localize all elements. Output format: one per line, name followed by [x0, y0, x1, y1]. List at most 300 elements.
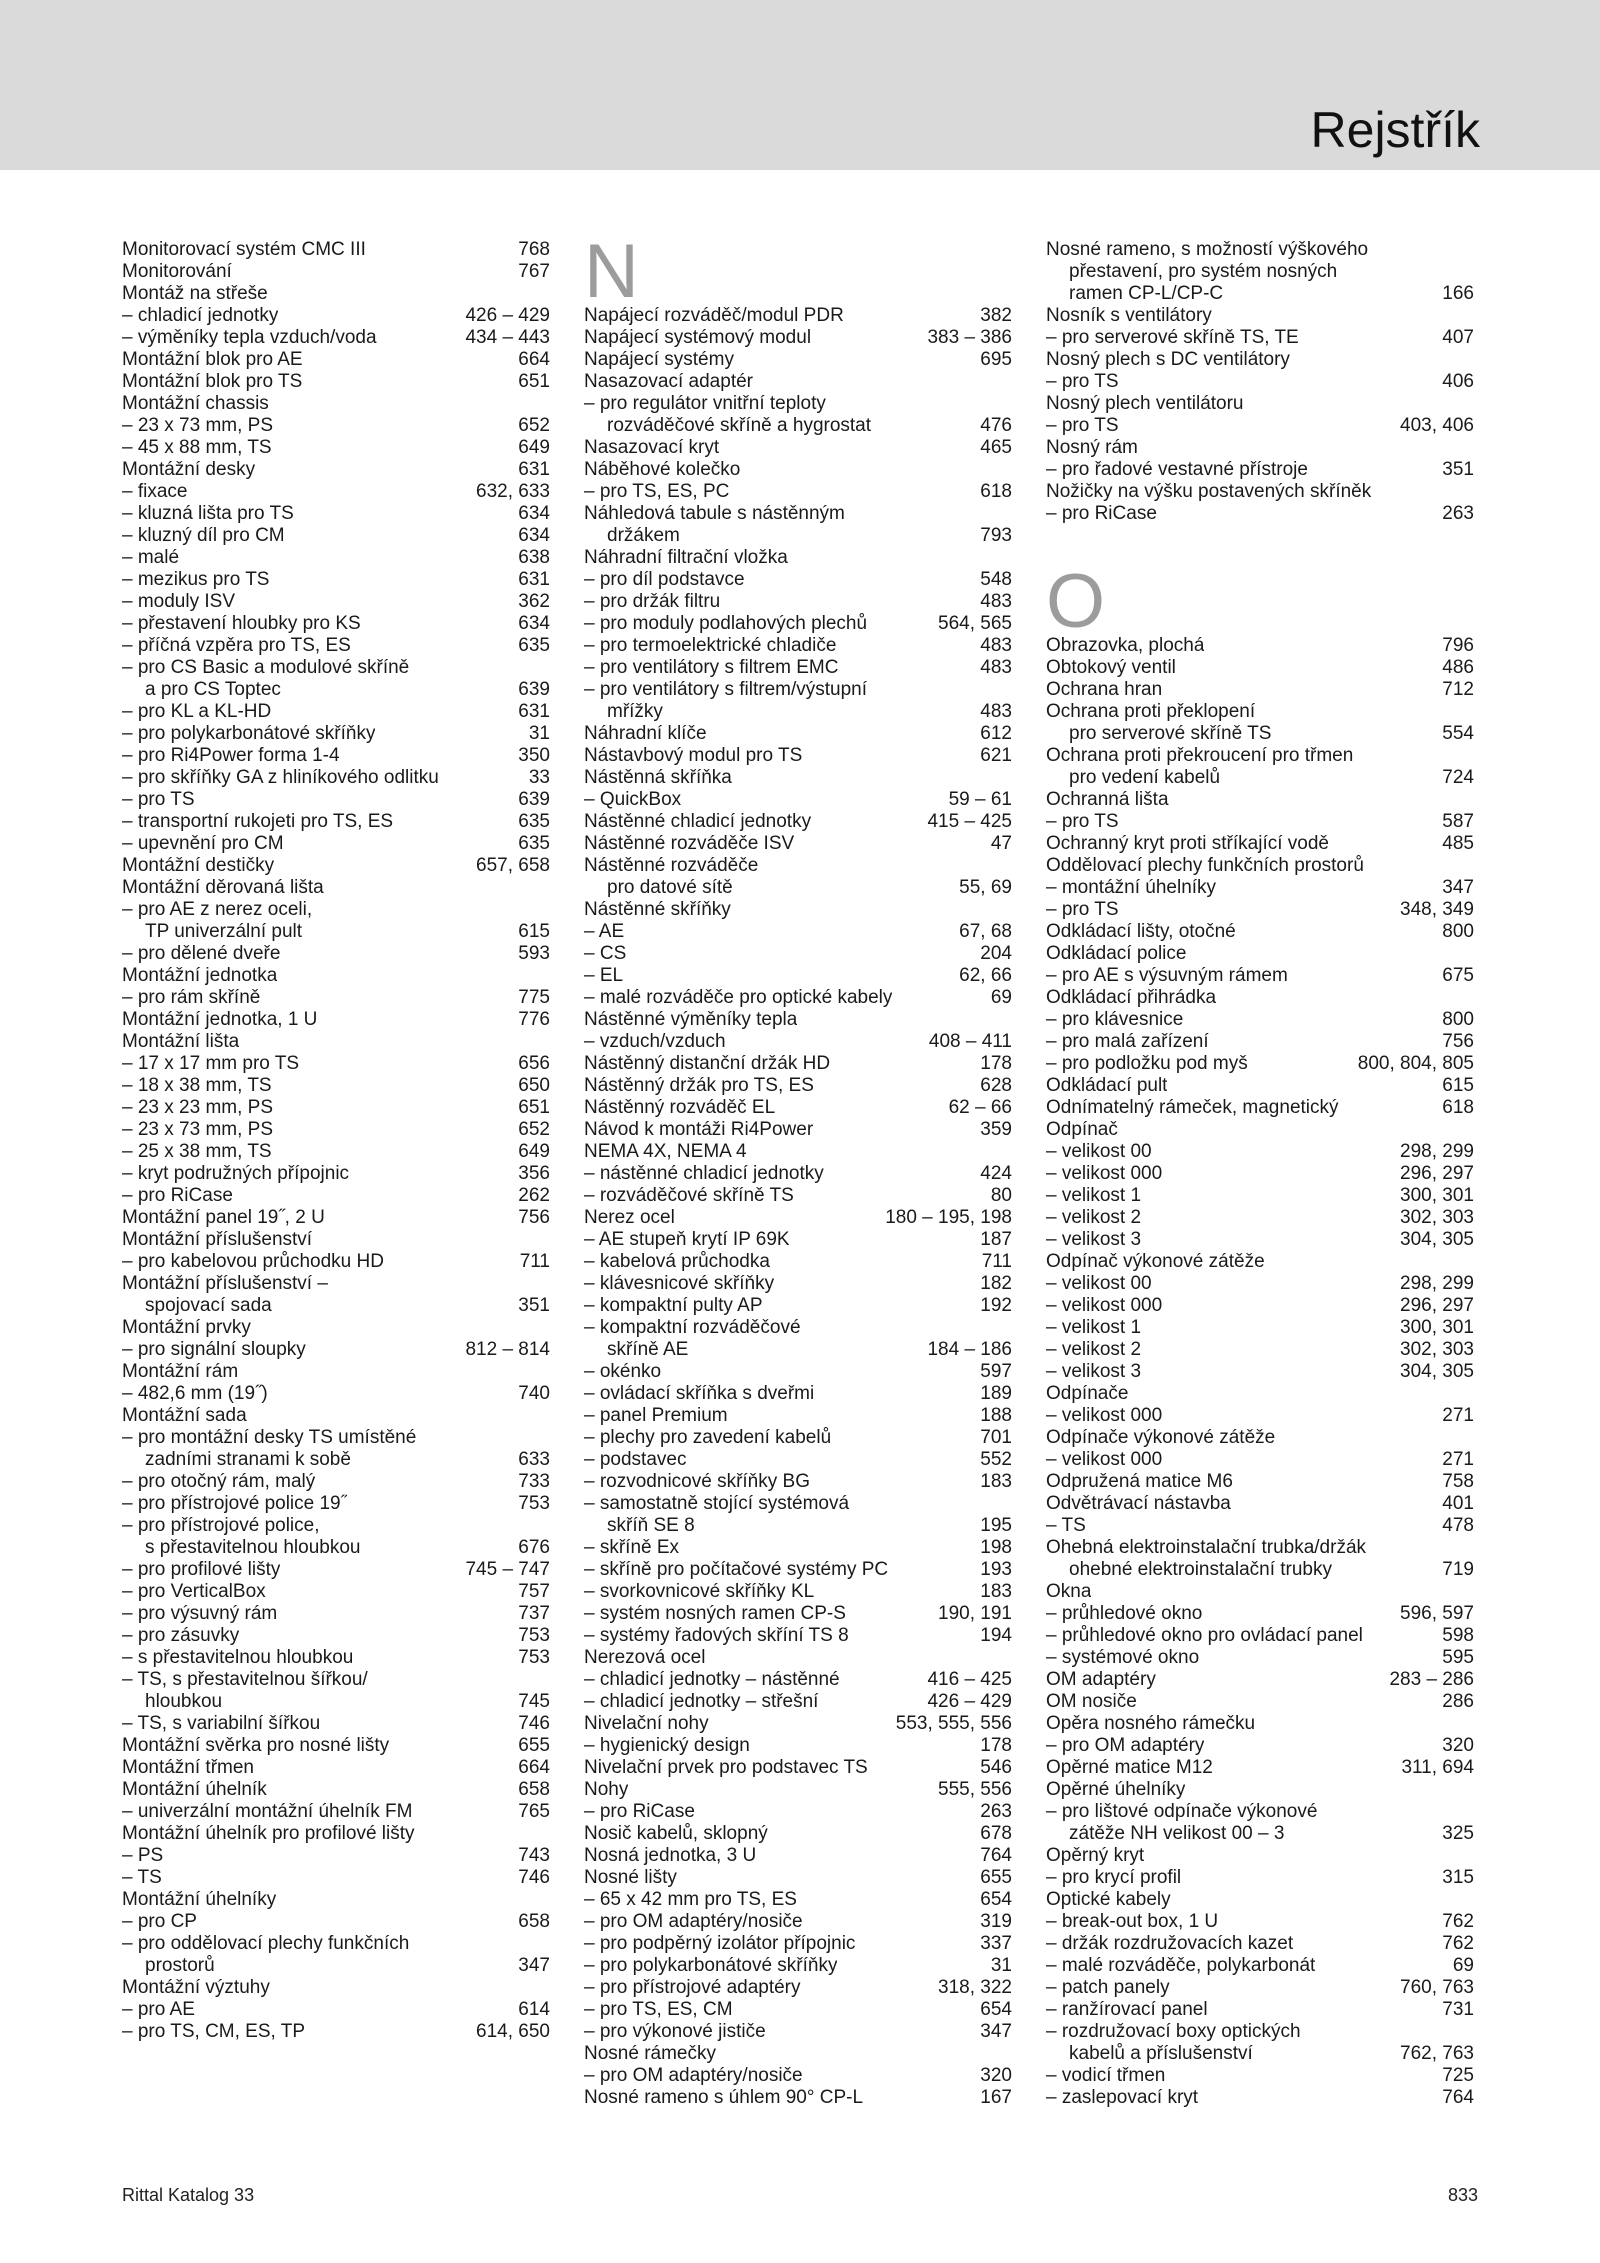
entry-term: – TS	[1046, 1515, 1086, 1536]
entry-term: Opěrné úhelníky	[1046, 1779, 1186, 1800]
entry-page-ref: 764	[980, 1845, 1012, 1866]
entry-page-ref: 178	[980, 1053, 1012, 1074]
entry-page-ref: 67, 68	[959, 921, 1012, 942]
index-entry	[122, 459, 550, 481]
index-entry	[584, 987, 1012, 1009]
entry-term: – pro AE z nerez oceli,	[122, 899, 313, 920]
entry-page-ref: 320	[980, 2065, 1012, 2086]
entry-term: – pro otočný rám, malý	[122, 1471, 316, 1492]
index-entry	[584, 789, 1012, 811]
index-entry	[1046, 239, 1474, 261]
entry-page-ref: 304, 305	[1400, 1229, 1474, 1250]
entry-term: – malé rozváděče pro optické kabely	[584, 987, 893, 1008]
index-entry	[584, 547, 1012, 569]
index-entry	[122, 283, 550, 305]
entry-term: – TS, s variabilní šířkou	[122, 1713, 321, 1734]
entry-term: – PS	[122, 1845, 164, 1866]
index-entry	[122, 305, 550, 327]
entry-page-ref: 753	[518, 1647, 550, 1668]
index-entry	[1046, 1053, 1474, 1075]
index-entry	[122, 1867, 550, 1889]
entry-term: Montáž na střeše	[122, 283, 268, 304]
entry-term: pro serverové skříně TS	[1069, 723, 1272, 744]
entry-term: pro vedení kabelů	[1069, 767, 1221, 788]
index-entry	[122, 393, 550, 415]
index-entry	[122, 481, 550, 503]
entry-term: – pro termoelektrické chladiče	[584, 635, 837, 656]
index-entry	[1046, 1867, 1474, 1889]
entry-term: – malé	[122, 547, 180, 568]
entry-term: – kompaktní pulty AP	[584, 1295, 763, 1316]
index-entry	[584, 635, 1012, 657]
index-entry	[122, 1625, 550, 1647]
index-entry	[122, 943, 550, 965]
entry-page-ref: 796	[1442, 635, 1474, 656]
index-entry	[1046, 1669, 1474, 1691]
entry-page-ref: 635	[518, 811, 550, 832]
entry-term: – velikost 00	[1046, 1141, 1152, 1162]
entry-page-ref: 356	[518, 1163, 550, 1184]
entry-page-ref: 416 – 425	[927, 1669, 1012, 1690]
entry-term: – pro TS	[1046, 415, 1119, 436]
entry-term: – pro TS	[1046, 371, 1119, 392]
entry-term: – okénko	[584, 1361, 662, 1382]
entry-term: – pro Ri4Power forma 1-4	[122, 745, 340, 766]
index-entry	[1046, 1163, 1474, 1185]
entry-term: – moduly ISV	[122, 591, 235, 612]
entry-term: ohebné elektroinstalační trubky	[1069, 1559, 1332, 1580]
index-entry	[1046, 1581, 1474, 1603]
entry-page-ref: 325	[1442, 1823, 1474, 1844]
index-entry	[1046, 1339, 1474, 1361]
entry-page-ref: 300, 301	[1400, 1185, 1474, 1206]
index-entry	[122, 1955, 550, 1977]
entry-page-ref: 476	[980, 415, 1012, 436]
index-entry	[122, 1999, 550, 2021]
entry-term: – velikost 3	[1046, 1229, 1142, 1250]
entry-page-ref: 762, 763	[1400, 2043, 1474, 2064]
index-entry	[1046, 1603, 1474, 1625]
index-entry	[122, 767, 550, 789]
entry-term: prostorů	[145, 1955, 215, 1976]
entry-term: – pro serverové skříně TS, TE	[1046, 327, 1299, 348]
entry-term: – kabelová průchodka	[584, 1251, 770, 1272]
entry-page-ref: 204	[980, 943, 1012, 964]
index-entry	[122, 503, 550, 525]
entry-term: – pro VerticalBox	[122, 1581, 266, 1602]
entry-term: Montážní prvky	[122, 1317, 251, 1338]
index-entry	[584, 1735, 1012, 1757]
entry-page-ref: 383 – 386	[927, 327, 1012, 348]
entry-page-ref: 634	[518, 525, 550, 546]
entry-term: Nosný plech s DC ventilátory	[1046, 349, 1290, 370]
section-letter: O	[1046, 559, 1106, 644]
index-entry	[584, 1339, 1012, 1361]
entry-page-ref: 676	[518, 1537, 550, 1558]
entry-page-ref: 758	[1442, 1471, 1474, 1492]
index-entry	[584, 1075, 1012, 1097]
entry-term: – průhledové okno pro ovládací panel	[1046, 1625, 1363, 1646]
index-entry	[584, 1603, 1012, 1625]
entry-page-ref: 724	[1442, 767, 1474, 788]
index-entry	[122, 1207, 550, 1229]
index-entry	[122, 723, 550, 745]
entry-term: Nohy	[584, 1779, 629, 1800]
section-spacer	[1046, 525, 1474, 569]
entry-term: – velikost 1	[1046, 1185, 1142, 1206]
index-entry	[584, 1207, 1012, 1229]
entry-term: – pro výsuvný rám	[122, 1603, 278, 1624]
entry-page-ref: 415 – 425	[927, 811, 1012, 832]
entry-term: Ochrana proti překroucení pro třmen	[1046, 745, 1354, 766]
index-entry	[584, 2021, 1012, 2043]
entry-term: – chladicí jednotky – nástěnné	[584, 1669, 840, 1690]
index-entry	[122, 1009, 550, 1031]
index-entry	[1046, 1009, 1474, 1031]
index-entry	[122, 591, 550, 613]
entry-term: Montážní blok pro AE	[122, 349, 303, 370]
entry-term: NEMA 4X, NEMA 4	[584, 1141, 747, 1162]
entry-term: – 17 x 17 mm pro TS	[122, 1053, 300, 1074]
entry-term: Nástěnná skříňka	[584, 767, 732, 788]
index-entry	[584, 965, 1012, 987]
index-entry	[122, 1911, 550, 1933]
entry-term: hloubkou	[145, 1691, 223, 1712]
entry-term: – vodicí třmen	[1046, 2065, 1166, 2086]
entry-term: – vzduch/vzduch	[584, 1031, 726, 1052]
entry-term: – pro RiCase	[122, 1185, 233, 1206]
index-entry	[122, 877, 550, 899]
index-entry	[584, 613, 1012, 635]
entry-term: Montážní blok pro TS	[122, 371, 303, 392]
entry-term: s přestavitelnou hloubkou	[145, 1537, 361, 1558]
entry-term: – s přestavitelnou hloubkou	[122, 1647, 354, 1668]
entry-term: Nosné rámečky	[584, 2043, 716, 2064]
index-entry	[584, 415, 1012, 437]
entry-term: Montážní jednotka, 1 U	[122, 1009, 318, 1030]
entry-term: – pro lištové odpínače výkonové	[1046, 1801, 1318, 1822]
entry-page-ref: 554	[1442, 723, 1474, 744]
index-entry	[122, 1757, 550, 1779]
entry-page-ref: 486	[1442, 657, 1474, 678]
entry-page-ref: 655	[980, 1867, 1012, 1888]
entry-page-ref: 767	[518, 261, 550, 282]
entry-page-ref: 628	[980, 1075, 1012, 1096]
index-entry	[584, 1185, 1012, 1207]
entry-term: – pro KL a KL-HD	[122, 701, 272, 722]
entry-page-ref: 304, 305	[1400, 1361, 1474, 1382]
index-column-2	[584, 229, 1012, 2109]
entry-page-ref: 675	[1442, 965, 1474, 986]
index-entry	[584, 657, 1012, 679]
entry-page-ref: 483	[980, 657, 1012, 678]
index-entry	[1046, 701, 1474, 723]
entry-page-ref: 596, 597	[1400, 1603, 1474, 1624]
entry-term: zadními stranami k sobě	[145, 1449, 351, 1470]
entry-term: – CS	[584, 943, 627, 964]
index-entry	[122, 1273, 550, 1295]
index-entry	[1046, 1185, 1474, 1207]
entry-page-ref: 166	[1442, 283, 1474, 304]
entry-page-ref: 632, 633	[476, 481, 550, 502]
index-entry	[122, 1801, 550, 1823]
index-column-1	[122, 239, 550, 2043]
entry-term: – pro podložku pod myš	[1046, 1053, 1248, 1074]
index-entry	[122, 1449, 550, 1471]
entry-page-ref: 631	[518, 459, 550, 480]
entry-term: – AE stupeň krytí IP 69K	[584, 1229, 790, 1250]
entry-term: OM adaptéry	[1046, 1669, 1156, 1690]
index-entry	[1046, 811, 1474, 833]
entry-term: Odkládací lišty, otočné	[1046, 921, 1236, 942]
index-entry	[584, 503, 1012, 525]
index-entry	[584, 1273, 1012, 1295]
index-entry	[1046, 635, 1474, 657]
index-entry	[584, 371, 1012, 393]
index-entry	[122, 349, 550, 371]
entry-page-ref: 300, 301	[1400, 1317, 1474, 1338]
entry-page-ref: 485	[1442, 833, 1474, 854]
index-entry	[584, 1471, 1012, 1493]
entry-term: – pro krycí profil	[1046, 1867, 1182, 1888]
entry-page-ref: 746	[518, 1867, 550, 1888]
index-entry	[122, 965, 550, 987]
index-column-3	[1046, 239, 1474, 2109]
entry-term: Monitorování	[122, 261, 232, 282]
entry-term: Nosný plech ventilátoru	[1046, 393, 1244, 414]
entry-term: – pro CP	[122, 1911, 197, 1932]
entry-page-ref: 657, 658	[476, 855, 550, 876]
entry-term: – pro dělené dveře	[122, 943, 281, 964]
entry-term: Odpružená matice M6	[1046, 1471, 1233, 1492]
index-entry	[1046, 1361, 1474, 1383]
entry-page-ref: 283 – 286	[1389, 1669, 1474, 1690]
entry-page-ref: 651	[518, 1097, 550, 1118]
entry-page-ref: 745	[518, 1691, 550, 1712]
index-entry	[1046, 833, 1474, 855]
entry-term: – rozváděčové skříně TS	[584, 1185, 794, 1206]
index-entry	[1046, 371, 1474, 393]
entry-page-ref: 753	[518, 1625, 550, 1646]
entry-page-ref: 183	[980, 1471, 1012, 1492]
entry-page-ref: 188	[980, 1405, 1012, 1426]
index-entry	[584, 1867, 1012, 1889]
entry-term: – pro přístrojové adaptéry	[584, 1977, 801, 1998]
entry-term: Montážní sada	[122, 1405, 247, 1426]
index-entry	[584, 437, 1012, 459]
entry-term: – svorkovnicové skříňky KL	[584, 1581, 815, 1602]
entry-term: Nástěnné rozváděče	[584, 855, 759, 876]
entry-term: – pro ventilátory s filtrem EMC	[584, 657, 839, 678]
entry-term: Montážní výztuhy	[122, 1977, 270, 1998]
entry-term: Odkládací police	[1046, 943, 1187, 964]
entry-page-ref: 478	[1442, 1515, 1474, 1536]
entry-page-ref: 483	[980, 635, 1012, 656]
index-entry	[1046, 305, 1474, 327]
index-entry	[1046, 1273, 1474, 1295]
entry-term: – pro OM adaptéry/nosiče	[584, 2065, 803, 2086]
index-entry	[1046, 1295, 1474, 1317]
entry-page-ref: 62 – 66	[948, 1097, 1012, 1118]
entry-term: – pro TS	[1046, 899, 1119, 920]
entry-page-ref: 633	[518, 1449, 550, 1470]
entry-term: – QuickBox	[584, 789, 682, 810]
index-entry	[122, 1185, 550, 1207]
entry-page-ref: 465	[980, 437, 1012, 458]
entry-term: – přestavení hloubky pro KS	[122, 613, 361, 634]
entry-term: – pro podpěrný izolátor přípojnic	[584, 1933, 856, 1954]
index-entry	[1046, 1097, 1474, 1119]
index-entry	[584, 745, 1012, 767]
index-entry	[122, 1933, 550, 1955]
entry-term: – pro montážní desky TS umístěné	[122, 1427, 417, 1448]
entry-term: – kompaktní rozváděčové	[584, 1317, 801, 1338]
index-entry	[1046, 877, 1474, 899]
entry-term: – pro RiCase	[1046, 503, 1157, 524]
index-entry	[1046, 1493, 1474, 1515]
entry-page-ref: 593	[518, 943, 550, 964]
entry-term: – velikost 000	[1046, 1163, 1163, 1184]
entry-term: – pro řadové vestavné přístroje	[1046, 459, 1308, 480]
index-entry	[584, 1493, 1012, 1515]
entry-page-ref: 319	[980, 1911, 1012, 1932]
index-entry	[584, 1889, 1012, 1911]
index-entry	[122, 1471, 550, 1493]
entry-page-ref: 753	[518, 1493, 550, 1514]
entry-page-ref: 775	[518, 987, 550, 1008]
index-entry	[1046, 2087, 1474, 2109]
entry-term: skříň SE 8	[607, 1515, 695, 1536]
entry-term: – pro držák filtru	[584, 591, 721, 612]
index-entry	[122, 1405, 550, 1427]
entry-page-ref: 776	[518, 1009, 550, 1030]
entry-term: Nosník s ventilátory	[1046, 305, 1212, 326]
entry-term: Montážní destičky	[122, 855, 275, 876]
entry-term: Opěra nosného rámečku	[1046, 1713, 1256, 1734]
entry-page-ref: 649	[518, 437, 550, 458]
index-entry	[1046, 327, 1474, 349]
index-entry	[122, 1053, 550, 1075]
entry-page-ref: 434 – 443	[465, 327, 550, 348]
index-entry	[584, 855, 1012, 877]
index-entry	[584, 393, 1012, 415]
index-entry	[1046, 723, 1474, 745]
entry-term: Odpínač výkonové zátěže	[1046, 1251, 1265, 1272]
entry-page-ref: 614, 650	[476, 2021, 550, 2042]
entry-term: – velikost 2	[1046, 1339, 1142, 1360]
entry-term: – držák rozdružovacích kazet	[1046, 1933, 1294, 1954]
entry-term: – výměníky tepla vzduch/voda	[122, 327, 377, 348]
entry-term: Obrazovka, plochá	[1046, 635, 1205, 656]
entry-term: – pro přístrojové police,	[122, 1515, 320, 1536]
entry-term: Montážní jednotka	[122, 965, 278, 986]
entry-page-ref: 408 – 411	[928, 1031, 1012, 1052]
entry-term: – 23 x 23 mm, PS	[122, 1097, 274, 1118]
entry-term: – 45 x 88 mm, TS	[122, 437, 272, 458]
entry-page-ref: 711	[981, 1251, 1012, 1272]
entry-page-ref: 483	[980, 591, 1012, 612]
entry-page-ref: 406	[1442, 371, 1474, 392]
entry-term: – 25 x 38 mm, TS	[122, 1141, 272, 1162]
entry-term: Odkládací pult	[1046, 1075, 1168, 1096]
entry-term: – pro rám skříně	[122, 987, 261, 1008]
entry-page-ref: 178	[980, 1735, 1012, 1756]
entry-term: Montážní příslušenství –	[122, 1273, 328, 1294]
entry-term: – klávesnicové skříňky	[584, 1273, 775, 1294]
index-entry	[122, 569, 550, 591]
entry-page-ref: 47	[990, 833, 1012, 854]
index-entry	[1046, 1933, 1474, 1955]
entry-page-ref: 612	[980, 723, 1012, 744]
entry-term: – AE	[584, 921, 625, 942]
index-entry	[122, 855, 550, 877]
entry-term: – pro přístrojové police 19˝	[122, 1493, 347, 1514]
entry-page-ref: 362	[518, 591, 550, 612]
index-entry	[1046, 1449, 1474, 1471]
entry-term: – samostatně stojící systémová	[584, 1493, 850, 1514]
entry-term: – skříně pro počítačové systémy PC	[584, 1559, 889, 1580]
entry-term: Odpínače	[1046, 1383, 1129, 1404]
entry-term: – 482,6 mm (19˝)	[122, 1383, 268, 1404]
entry-page-ref: 271	[1442, 1449, 1474, 1470]
entry-page-ref: 635	[518, 833, 550, 854]
entry-term: TP univerzální pult	[145, 921, 303, 942]
index-entry	[584, 1295, 1012, 1317]
entry-page-ref: 555, 556	[938, 1779, 1012, 1800]
index-entry	[584, 1845, 1012, 1867]
entry-term: – velikost 000	[1046, 1449, 1163, 1470]
entry-term: Montážní děrovaná lišta	[122, 877, 324, 898]
entry-term: – pro profilové lišty	[122, 1559, 281, 1580]
entry-term: spojovací sada	[145, 1295, 272, 1316]
entry-term: – podstavec	[584, 1449, 687, 1470]
entry-term: – pro skříňky GA z hliníkového odlitku	[122, 767, 439, 788]
index-entry	[584, 1119, 1012, 1141]
entry-term: – univerzální montážní úhelník FM	[122, 1801, 413, 1822]
index-entry	[1046, 1229, 1474, 1251]
entry-term: – velikost 000	[1046, 1405, 1163, 1426]
index-entry	[1046, 1075, 1474, 1097]
entry-term: Nástěnné chladicí jednotky	[584, 811, 812, 832]
index-entry	[122, 415, 550, 437]
entry-term: – rozvodnicové skříňky BG	[584, 1471, 810, 1492]
entry-page-ref: 382	[980, 305, 1012, 326]
index-entry	[584, 1955, 1012, 1977]
entry-page-ref: 351	[1442, 459, 1474, 480]
entry-page-ref: 351	[518, 1295, 550, 1316]
entry-term: – malé rozváděče, polykarbonát	[1046, 1955, 1316, 1976]
entry-term: – zaslepovací kryt	[1046, 2087, 1199, 2108]
index-entry	[584, 1427, 1012, 1449]
entry-term: – pro klávesnice	[1046, 1009, 1184, 1030]
entry-term: Napájecí systémy	[584, 349, 734, 370]
entry-term: – pro OM adaptéry	[1046, 1735, 1205, 1756]
index-entry	[122, 1251, 550, 1273]
entry-page-ref: 548	[980, 569, 1012, 590]
index-entry	[1046, 415, 1474, 437]
index-entry	[584, 833, 1012, 855]
entry-page-ref: 424	[980, 1163, 1012, 1184]
index-entry	[122, 1295, 550, 1317]
index-entry	[122, 833, 550, 855]
index-entry	[122, 1691, 550, 1713]
entry-page-ref: 193	[980, 1559, 1012, 1580]
entry-page-ref: 302, 303	[1400, 1207, 1474, 1228]
entry-page-ref: 546	[980, 1757, 1012, 1778]
index-entry	[584, 1999, 1012, 2021]
index-entry	[122, 1559, 550, 1581]
index-entry	[122, 899, 550, 921]
